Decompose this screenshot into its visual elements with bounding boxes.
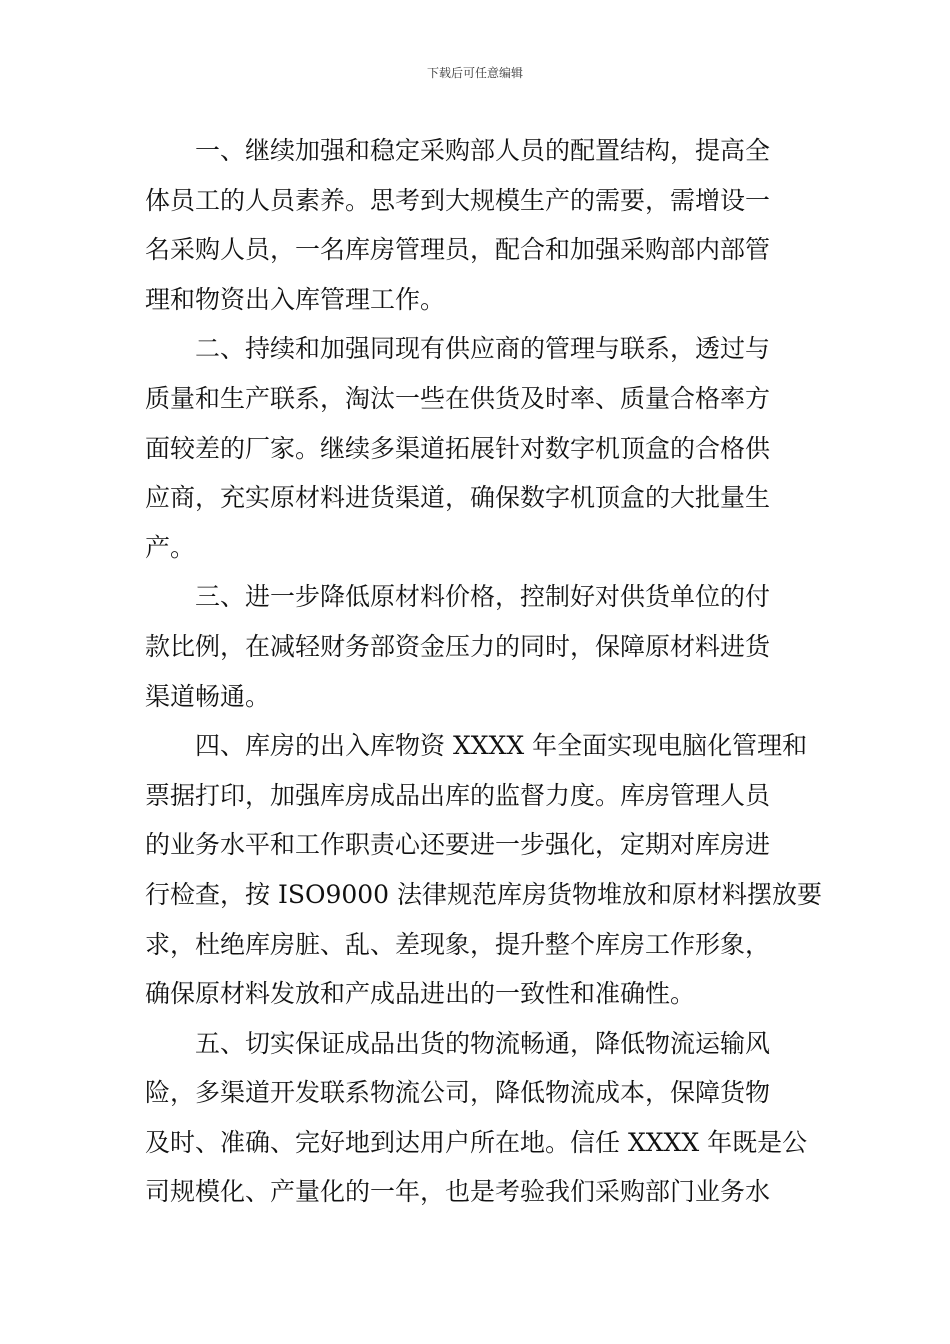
document-body bbox=[145, 126, 823, 1217]
text-line: 确保原材料发放和产成品进出的一致性和准确性。 bbox=[145, 979, 696, 1009]
text-line: 行检查，按 ISO9000 法律规范库房货物堆放和原材料摆放要 bbox=[145, 879, 823, 909]
paragraph-5 bbox=[145, 1019, 807, 1217]
text-line: 险，多渠道开发联系物流公司，降低物流成本，保障货物 bbox=[145, 1078, 771, 1108]
text-line: 求，杜绝库房脏、乱、差现象，提升整个库房工作形象， bbox=[145, 929, 771, 959]
paragraph-4 bbox=[145, 721, 823, 1019]
text-line: 应商，充实原材料进货渠道，确保数字机顶盒的大批量生 bbox=[145, 483, 771, 513]
text-line: 名采购人员，一名库房管理员，配合和加强采购部内部管 bbox=[145, 235, 771, 265]
text-line: 渠道畅通。 bbox=[145, 681, 271, 711]
page-header: 下载后可任意编辑 bbox=[426, 66, 523, 80]
text-line: 票据打印，加强库房成品出库的监督力度。库房管理人员 bbox=[145, 780, 771, 810]
text-line: 的业务水平和工作职责心还要进一步强化，定期对库房进 bbox=[145, 830, 771, 860]
text-line: 三、进一步降低原材料价格，控制好对供货单位的付 bbox=[195, 582, 771, 612]
text-line: 四、库房的出入库物资 XXXX 年全面实现电脑化管理和 bbox=[195, 731, 808, 761]
text-line: 理和物资出入库管理工作。 bbox=[145, 284, 446, 314]
text-line: 面较差的厂家。继续多渠道拓展针对数字机顶盒的合格供 bbox=[145, 433, 771, 463]
text-line: 司规模化、产量化的一年，也是考验我们采购部门业务水 bbox=[145, 1177, 771, 1207]
paragraph-3 bbox=[145, 572, 807, 721]
text-line: 二、持续和加强同现有供应商的管理与联系，透过与 bbox=[195, 334, 771, 364]
text-line: 质量和生产联系，淘汰一些在供货及时率、质量合格率方 bbox=[145, 383, 771, 413]
paragraph-2 bbox=[145, 324, 807, 572]
paragraph-1 bbox=[145, 126, 807, 324]
text-line: 产。 bbox=[145, 532, 196, 562]
text-line: 体员工的人员素养。思考到大规模生产的需要，需增设一 bbox=[145, 185, 771, 215]
text-line: 及时、准确、完好地到达用户所在地。信任 XXXX 年既是公 bbox=[145, 1127, 808, 1157]
text-line: 款比例，在减轻财务部资金压力的同时，保障原材料进货 bbox=[145, 631, 771, 661]
text-line: 五、切实保证成品出货的物流畅通，降低物流运输风 bbox=[195, 1028, 771, 1058]
text-line: 一、继续加强和稳定采购部人员的配置结构，提高全 bbox=[195, 136, 771, 165]
